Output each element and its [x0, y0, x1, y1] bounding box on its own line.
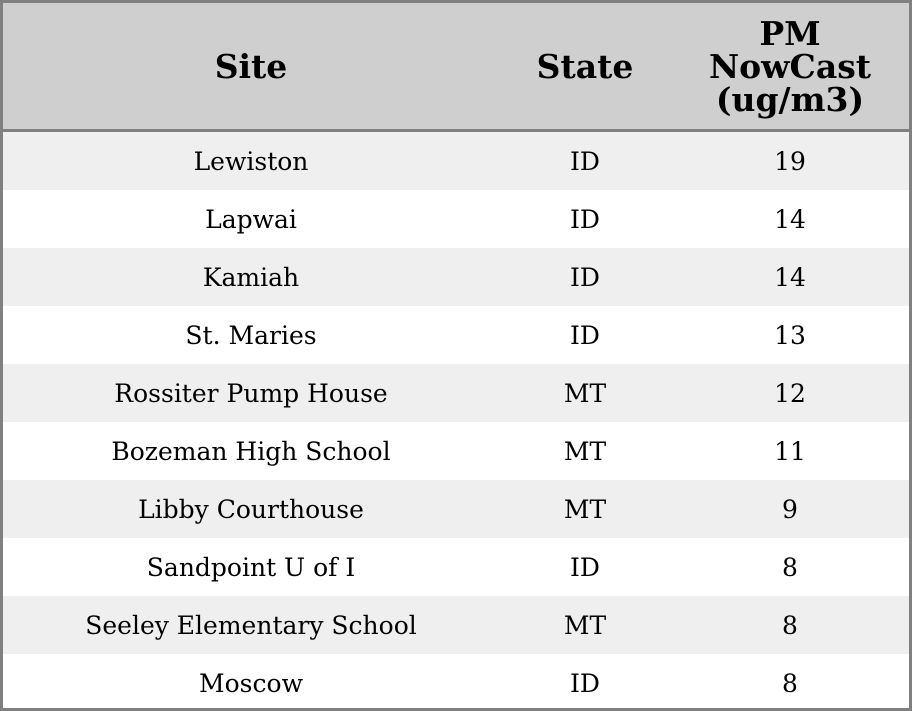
- site-cell: Lapwai: [3, 190, 499, 248]
- state-cell: ID: [499, 190, 671, 248]
- site-cell: Seeley Elementary School: [3, 596, 499, 654]
- pm-cell: 8: [671, 538, 909, 596]
- table-body: [3, 131, 909, 711]
- pm-cell: 12: [671, 364, 909, 422]
- table-row: [3, 306, 909, 364]
- pm-header-line-3: (ug/m3): [715, 79, 865, 119]
- table-row: [3, 190, 909, 248]
- pm-cell: 14: [671, 190, 909, 248]
- table-row: [3, 596, 909, 654]
- state-cell: MT: [499, 480, 671, 538]
- air-quality-table: [3, 3, 909, 711]
- state-cell: ID: [499, 248, 671, 306]
- table-row: [3, 364, 909, 422]
- site-cell: Moscow: [3, 654, 499, 711]
- site-cell: Bozeman High School: [3, 422, 499, 480]
- pm-cell: 8: [671, 654, 909, 711]
- table-row: [3, 422, 909, 480]
- pm-cell: 8: [671, 596, 909, 654]
- pm-cell: 13: [671, 306, 909, 364]
- state-cell: MT: [499, 364, 671, 422]
- pm-header-line-2: NowCast: [708, 46, 872, 86]
- table-row: [3, 480, 909, 538]
- site-cell: St. Maries: [3, 306, 499, 364]
- site-cell: Kamiah: [3, 248, 499, 306]
- state-cell: MT: [499, 596, 671, 654]
- table-row: [3, 131, 909, 191]
- state-cell: MT: [499, 422, 671, 480]
- table-row: [3, 654, 909, 711]
- pm-header-line-1: PM: [759, 13, 821, 53]
- pm-cell: 9: [671, 480, 909, 538]
- state-cell: ID: [499, 306, 671, 364]
- pm-cell: 11: [671, 422, 909, 480]
- pm-cell: 14: [671, 248, 909, 306]
- site-cell: Sandpoint U of I: [3, 538, 499, 596]
- table-row: [3, 248, 909, 306]
- table-header: [3, 3, 909, 131]
- state-cell: ID: [499, 538, 671, 596]
- state-cell: ID: [499, 654, 671, 711]
- table-row: [3, 538, 909, 596]
- pm-cell: 19: [671, 131, 909, 191]
- site-cell: Libby Courthouse: [3, 480, 499, 538]
- site-cell: Rossiter Pump House: [3, 364, 499, 422]
- site-cell: Lewiston: [3, 131, 499, 191]
- state-cell: ID: [499, 131, 671, 191]
- column-header-site: Site: [3, 3, 499, 131]
- column-header-state: State: [499, 3, 671, 131]
- header-row: [3, 3, 909, 131]
- column-header-pm-nowcast: [671, 3, 909, 131]
